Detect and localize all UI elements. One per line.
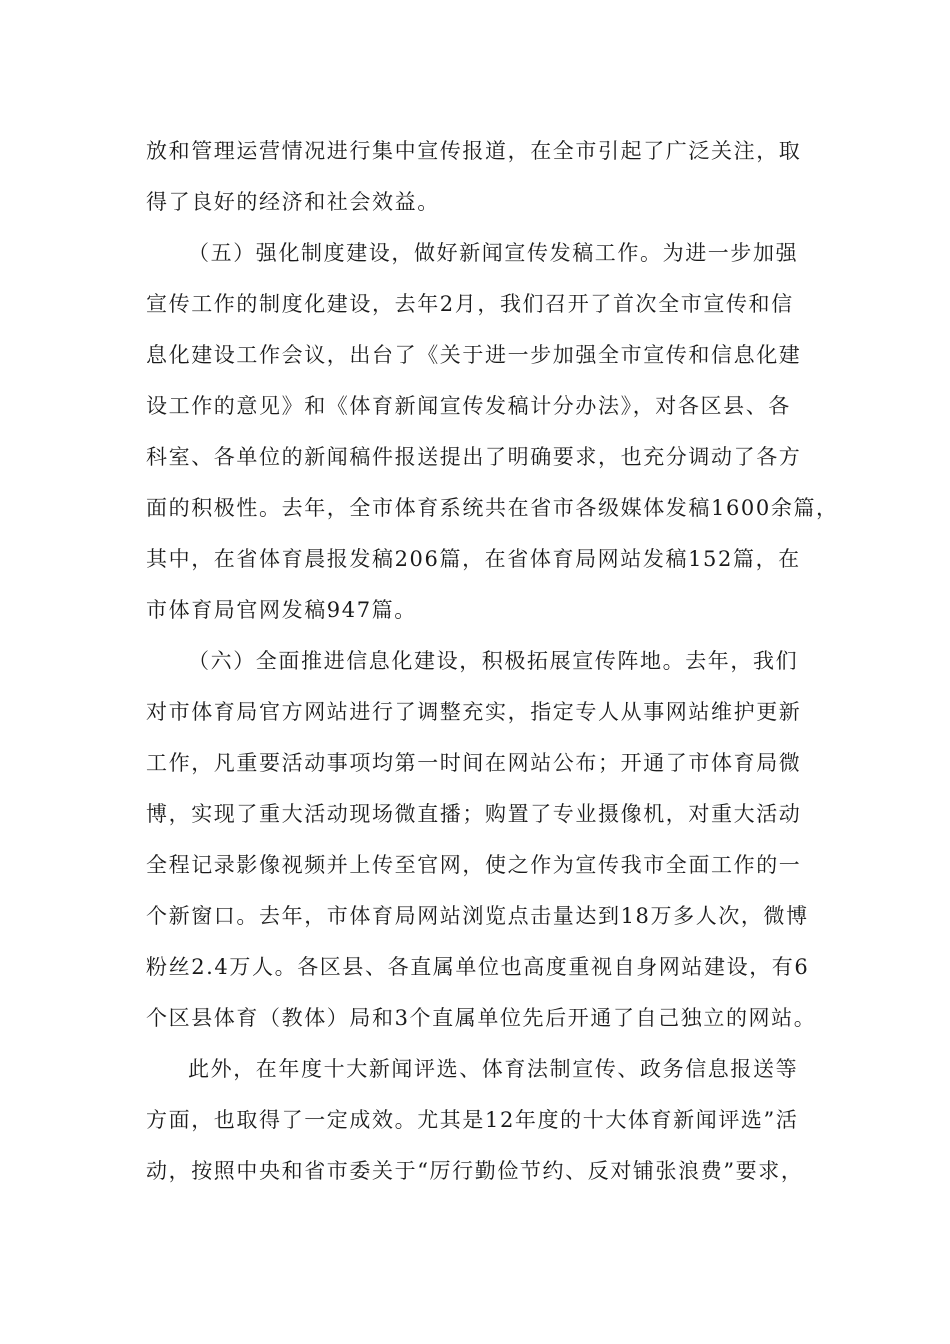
text-line: 方面，也取得了一定成效。尤其是12年度的十大体育新闻评选”活 <box>146 1108 799 1132</box>
text-line: 全程记录影像视频并上传至官网，使之作为宣传我市全面工作的一 <box>146 853 802 877</box>
text-line: 工作，凡重要活动事项均第一时间在网站公布；开通了市体育局微 <box>146 751 802 775</box>
text-line: 息化建设工作会议，出台了《关于进一步加强全市宣传和信息化建 <box>146 343 802 367</box>
text-line: 个区县体育（教体）局和3个直属单位先后开通了自己独立的网站。 <box>146 1006 817 1030</box>
text-line: 科室、各单位的新闻稿件报送提出了明确要求，也充分调动了各方 <box>146 445 802 469</box>
text-line: 粉丝2.4万人。各区县、各直属单位也高度重视自身网站建设，有6 <box>146 955 810 979</box>
paragraph-first-line: 此外，在年度十大新闻评选、体育法制宣传、政务信息报送等 <box>188 1057 799 1081</box>
paragraph-first-line: （六）全面推进信息化建设，积极拓展宣传阵地。去年，我们 <box>188 649 799 673</box>
text-line: 设工作的意见》和《体育新闻宣传发稿计分办法》，对各区县、各 <box>146 394 791 418</box>
text-line: 对市体育局官方网站进行了调整充实，指定专人从事网站维护更新 <box>146 700 802 724</box>
text-line: 市体育局官网发稿947篇。 <box>146 598 417 622</box>
text-line: 面的积极性。去年，全市体育系统共在省市各级媒体发稿1600余篇， <box>146 496 839 520</box>
text-line: 博，实现了重大活动现场微直播；购置了专业摄像机，对重大活动 <box>146 802 802 826</box>
text-line: 个新窗口。去年，市体育局网站浏览点击量达到18万多人次，微博 <box>146 904 809 928</box>
text-line: 得了良好的经济和社会效益。 <box>146 190 440 214</box>
paragraph-first-line: （五）强化制度建设，做好新闻宣传发稿工作。为进一步加强 <box>188 241 799 265</box>
text-line: 宣传工作的制度化建设，去年2月，我们召开了首次全市宣传和信 <box>146 292 794 316</box>
text-line: 其中，在省体育晨报发稿206篇，在省体育局网站发稿152篇，在 <box>146 547 801 571</box>
text-line: 放和管理运营情况进行集中宣传报道，在全市引起了广泛关注，取 <box>146 139 802 163</box>
text-line: 动，按照中央和省市委关于“厉行勤俭节约、反对铺张浪费”要求， <box>146 1159 804 1183</box>
